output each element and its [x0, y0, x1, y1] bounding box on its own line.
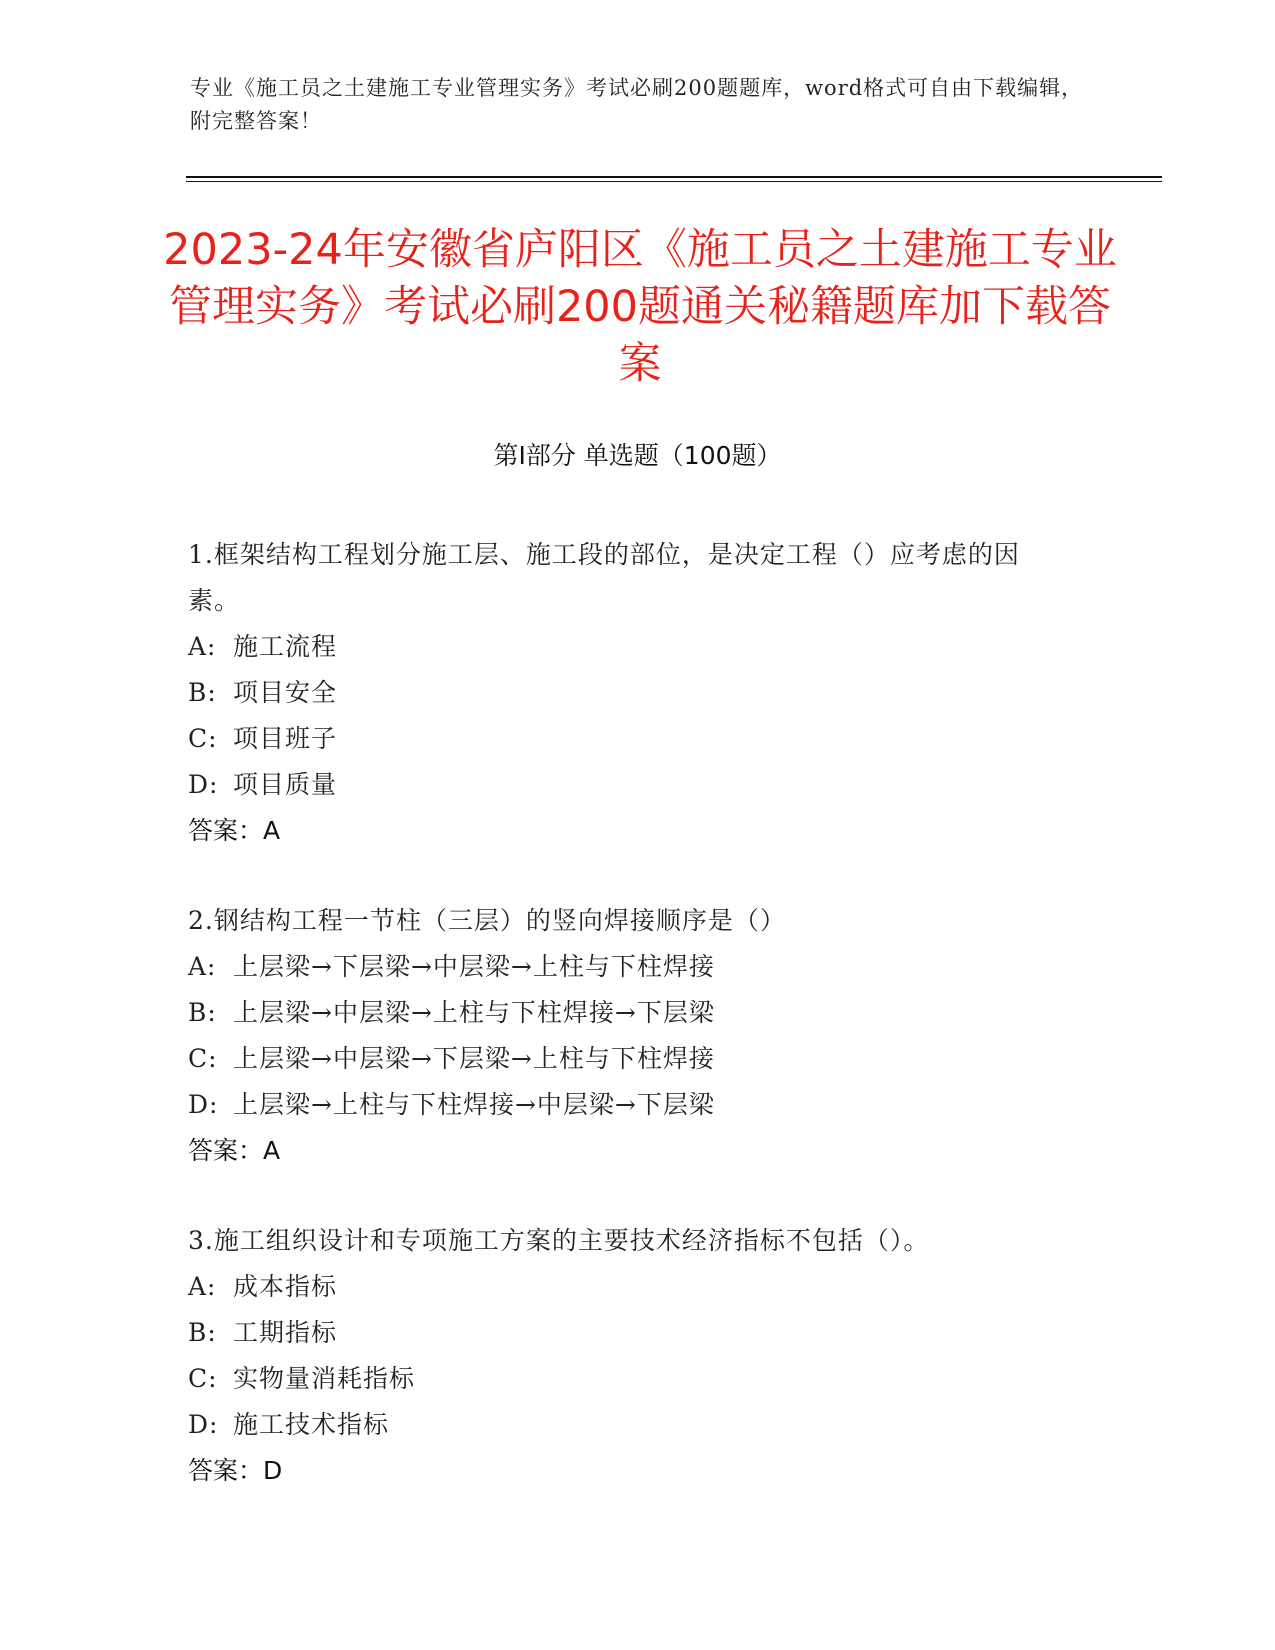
- question-stem: 3.施工组织设计和专项施工方案的主要技术经济指标不包括（）。: [188, 1226, 930, 1255]
- question-1: [188, 532, 1068, 854]
- option-key: D:: [188, 1090, 219, 1119]
- question-stem: 2.钢结构工程一节柱（三层）的竖向焊接顺序是（）: [188, 906, 786, 935]
- header-note: 专业《施工员之土建施工专业管理实务》考试必刷200题题库，word格式可自由下载编辑，附完整答案！: [190, 76, 1084, 133]
- answer: 答案：D: [188, 1456, 283, 1485]
- option-b: [188, 990, 1068, 1036]
- question-stem: 1.框架结构工程划分施工层、施工段的部位，是决定工程（）应考虑的因素。: [188, 540, 1020, 615]
- option-text: 上层梁→上柱与下柱焊接→中层梁→下层梁: [233, 1090, 715, 1119]
- option-key: A:: [188, 952, 217, 981]
- option-text: 项目安全: [233, 678, 338, 707]
- option-key: B:: [188, 678, 217, 707]
- option-c: [188, 1356, 1068, 1402]
- header-divider-thin: [186, 181, 1162, 182]
- option-text: 成本指标: [233, 1272, 338, 1301]
- option-key: D:: [188, 770, 219, 799]
- option-key: B:: [188, 998, 217, 1027]
- question-2: [188, 898, 1068, 1174]
- option-text: 上层梁→下层梁→中层梁→上柱与下柱焊接: [233, 952, 715, 981]
- option-d: [188, 762, 1068, 808]
- answer: 答案：A: [188, 1136, 281, 1165]
- option-key: A:: [188, 1272, 217, 1301]
- option-d: [188, 1402, 1068, 1448]
- option-key: D:: [188, 1410, 219, 1439]
- option-key: C:: [188, 1044, 218, 1073]
- option-text: 上层梁→中层梁→下层梁→上柱与下柱焊接: [233, 1044, 715, 1073]
- document-title: 2023-24年安徽省庐阳区《施工员之土建施工专业管理实务》考试必刷200题通关秘籍题库加下载答案: [163, 225, 1117, 389]
- option-a: [188, 624, 1068, 670]
- option-c: [188, 716, 1068, 762]
- header-divider-thick: [186, 176, 1162, 178]
- option-key: C:: [188, 1364, 218, 1393]
- section-heading: 第I部分 单选题（100题）: [493, 441, 782, 470]
- option-text: 工期指标: [233, 1318, 338, 1347]
- option-text: 上层梁→中层梁→上柱与下柱焊接→下层梁: [233, 998, 715, 1027]
- option-c: [188, 1036, 1068, 1082]
- answer: 答案：A: [188, 816, 281, 845]
- question-list: [188, 532, 1068, 1538]
- option-text: 项目班子: [233, 724, 338, 753]
- option-key: B:: [188, 1318, 217, 1347]
- option-a: [188, 1264, 1068, 1310]
- option-text: 实物量消耗指标: [233, 1364, 416, 1393]
- option-text: 施工流程: [233, 632, 338, 661]
- option-a: [188, 944, 1068, 990]
- option-key: C:: [188, 724, 218, 753]
- question-3: [188, 1218, 1068, 1494]
- option-text: 项目质量: [233, 770, 338, 799]
- option-b: [188, 670, 1068, 716]
- option-d: [188, 1082, 1068, 1128]
- option-key: A:: [188, 632, 217, 661]
- option-text: 施工技术指标: [233, 1410, 390, 1439]
- option-b: [188, 1310, 1068, 1356]
